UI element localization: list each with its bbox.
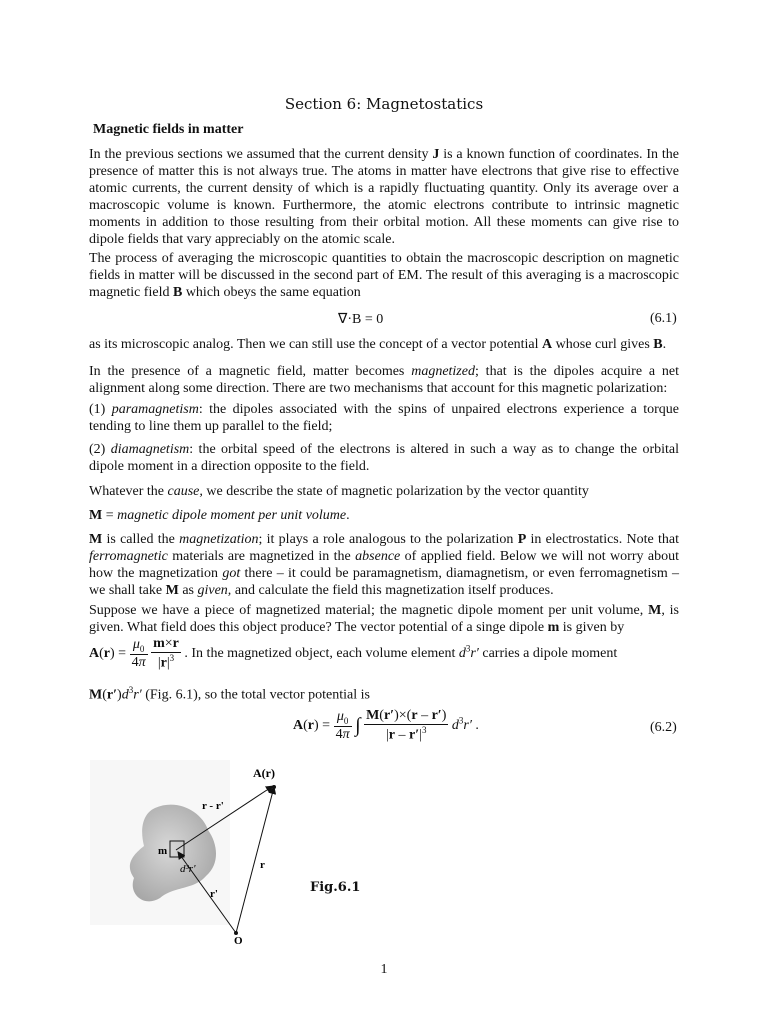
label-m: m — [158, 845, 168, 857]
page-number: 1 — [380, 962, 388, 977]
paragraph-3: as its microscopic analog. Then we can still use the concept of a vector potential A whose curl gives B. — [89, 337, 667, 352]
subsection-heading: Magnetic fields in matter — [93, 122, 244, 137]
vector-r — [236, 787, 274, 933]
equation-6-2: A(r) = $\frac{\mu_0}{4\pi}$ ∫ $\frac{M(r')\times(r - r')}{|r - r'|^3}$ $d^3r'$ . — [293, 708, 479, 743]
paragraph-6: (2) diamagnetism: the orbital speed of the electrons is altered in such a way as to change the orbital dipole moment in a direction opposite to the field. — [89, 442, 679, 474]
label-d3r: d³r' — [180, 863, 196, 875]
figure-6-1 — [90, 760, 310, 945]
equation-6-1: ∇·B = 0 — [338, 312, 384, 327]
paragraph-4: In the presence of a magnetic field, matter becomes magnetized; that is the dipoles acquire a net alignment along some direction. There are two mechanisms that account for this magnetic polarization: — [89, 364, 679, 396]
magnetization-definition: M = magnetic dipole moment per unit volume. — [89, 508, 350, 523]
dipole-potential-formula: A(r) = $\frac{\mu_0}{4\pi}$ $\frac{m\times r}{|r|^3}$ — [89, 636, 179, 671]
section-title: Section 6: Magnetostatics — [284, 95, 484, 113]
paragraph-9: M is called the magnetization; it plays a role analogous to the polarization P in electrostatics. Note that ferromagnetic materials are magnetized in the absence of applied field. Below we will not worry about how the magnetization got there – it could be paramagnetism, diamagnetism, or even ferromagnetism – we shall take M as given, and calculate the field this magnetization itself produces. — [89, 532, 679, 598]
label-A-r: A(r) — [253, 766, 275, 780]
paragraph-7: Whatever the cause, we describe the state of magnetic polarization by the vector quantity — [89, 484, 589, 499]
field-point — [272, 785, 276, 789]
label-rprime: r' — [210, 888, 218, 900]
paragraph-11: $M(r')d^3r'$ (Fig. 6.1), so the total vector potential is — [89, 685, 370, 703]
label-origin: O — [234, 935, 243, 945]
equation-number-6-2: (6.2) — [650, 720, 677, 735]
label-r: r — [260, 859, 265, 871]
dipole-potential-line: A(r) = $\frac{\mu_0}{4\pi}$ $\frac{m\times r}{|r|^3}$ . In the magnetized object, each volume element $d^3r'$ carries a dipole moment — [89, 636, 618, 671]
paragraph-1: In the previous sections we assumed that the current density J is a known function of coordinates. In the presence of matter this is not always true. The atoms in matter have electrons that give rise to effective atomic currents, the current density of which is a rapidly fluctuating quantity. Only its average over a macroscopic volume is known. Furthermore, the atomic electrons contribute to intrinsic magnetic moments in addition to those resulting from their orbital motion. All these moments can give rise to dipole fields that vary appreciably on the atomic scale. — [89, 147, 679, 247]
paragraph-5: (1) paramagnetism: the dipoles associated with the spins of unpaired electrons experience a torque tending to line them up parallel to the field; — [89, 402, 679, 434]
paragraph-2: The process of averaging the microscopic quantities to obtain the macroscopic description on magnetic fields in matter will be discussed in the second part of EM. The result of this averaging is a macroscopic magnetic field B which obeys the same equation — [89, 251, 679, 300]
equation-number-6-1: (6.1) — [650, 311, 677, 326]
figure-caption: Fig.6.1 — [310, 880, 361, 895]
label-r-minus-rprime: r - r' — [202, 800, 224, 812]
paragraph-10: Suppose we have a piece of magnetized material; the magnetic dipole moment per unit volume, M, is given. What field does this object produce? The vector potential of a singe dipole m is given by — [89, 603, 680, 635]
